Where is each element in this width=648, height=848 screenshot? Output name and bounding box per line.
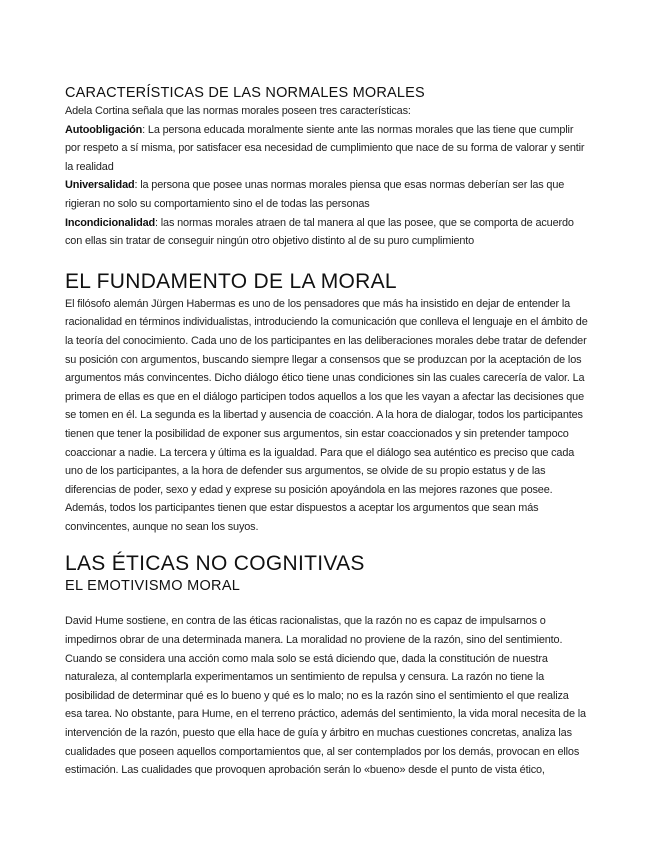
term-definition: : La persona educada moralmente siente ante las normas morales que las tiene que cumplir por respeto a sí misma, por satisfacer esa necesidad de cumplimiento que nace de su forma de valorar y sentir la realidad xyxy=(65,123,585,173)
list-item-incondicionalidad xyxy=(65,214,588,251)
term-definition: : la persona que posee unas normas morales piensa que esas normas deberían ser las que rigieran no solo su comportamiento sino el de todas las personas xyxy=(65,179,565,210)
spacer xyxy=(65,536,588,551)
section-subheading-emotivismo: EL EMOTIVISMO MORAL xyxy=(65,578,241,595)
term-label: Universalidad xyxy=(65,179,135,192)
section-heading-caracteristicas: CARACTERÍSTICAS DE LAS NORMALES MORALES xyxy=(65,85,425,101)
term-label: Incondicionalidad xyxy=(65,216,156,229)
spacer xyxy=(65,251,588,269)
list-item-universalidad xyxy=(65,176,588,213)
section-heading-eticas-no-cognitivas: LAS ÉTICAS NO COGNITIVAS xyxy=(65,552,365,576)
body-paragraph-habermas: El filósofo alemán Jürgen Habermas es uno de los pensadores que más ha insistido en dejar de entender la racionalidad en términos individualistas, introduciendo la comunicación que conlleva el lenguaje en el ámbito de la teoría del conocimiento. Cada uno de los participantes en las deliberaciones morales debe tratar de defender su posición con argumentos, buscando siempre llegar a consensos que se produzcan por la aceptación de los argumentos más convincentes. Dicho diálogo ético tiene unas condiciones sin las cuales carecería de valor. La primera de ellas es que en el diálogo participen todos aquellos a los que les vayan a afectar las decisiones que se tomen en él. La segunda es la libertad y ausencia de coacción. A la hora de dialogar, todos los participantes tienen que tener la posibilidad de exponer sus argumentos, sin estar coaccionados y sin pretender tampoco coaccionar a nadie. La tercera y última es la igualdad. Para que el diálogo sea auténtico es preciso que cada uno de los participantes, a la hora de defender sus argumentos, se olvide de su propio estatus y de las diferencias de poder, sexo y edad y exprese su posición apoyándola en las mejores razones que posee. Además, todos los participantes tienen que estar dispuestos a aceptar los argumentos que sean más convincentes, aunque no sean los suyos. xyxy=(65,297,588,533)
section-heading-fundamento: EL FUNDAMENTO DE LA MORAL xyxy=(65,269,397,293)
term-definition: : las normas morales atraen de tal manera al que las posee, que se comporta de acuerdo con ellas sin tratar de conseguir ningún otro objetivo distinto al de su puro cumplimiento xyxy=(65,216,574,248)
section-intro: Adela Cortina señala que las normas morales poseen tres características: xyxy=(65,105,411,117)
spacer xyxy=(65,595,588,612)
list-item-autoobligacion xyxy=(65,121,588,177)
body-paragraph-hume: David Hume sostiene, en contra de las éticas racionalistas, que la razón no es capaz de impulsarnos o impedirnos obrar de una determinada manera. La moralidad no proviene de la razón, sino del sentimiento. Cuando se considera una acción como mala solo se está diciendo que, dada la constitución de nuestra naturaleza, al contemplarla experimentamos un sentimiento de repulsa y censura. La razón no tiene la posibilidad de determinar qué es lo bueno y qué es lo malo; no es la razón sino el sentimiento el que realiza esa tarea. No obstante, para Hume, en el terreno práctico, además del sentimiento, la vida moral necesita de la intervención de la razón, puesto que ella hace de guía y árbitro en muchas cuestiones concretas, analiza las cualidades que poseen aquellos comportamientos que, al ser contemplados por los demás, provocan en ellos estimación. Las cualidades que provoquen aprobación serán lo «bueno» desde el punto de vista ético, xyxy=(65,615,586,777)
term-label: Autoobligación xyxy=(65,123,143,136)
